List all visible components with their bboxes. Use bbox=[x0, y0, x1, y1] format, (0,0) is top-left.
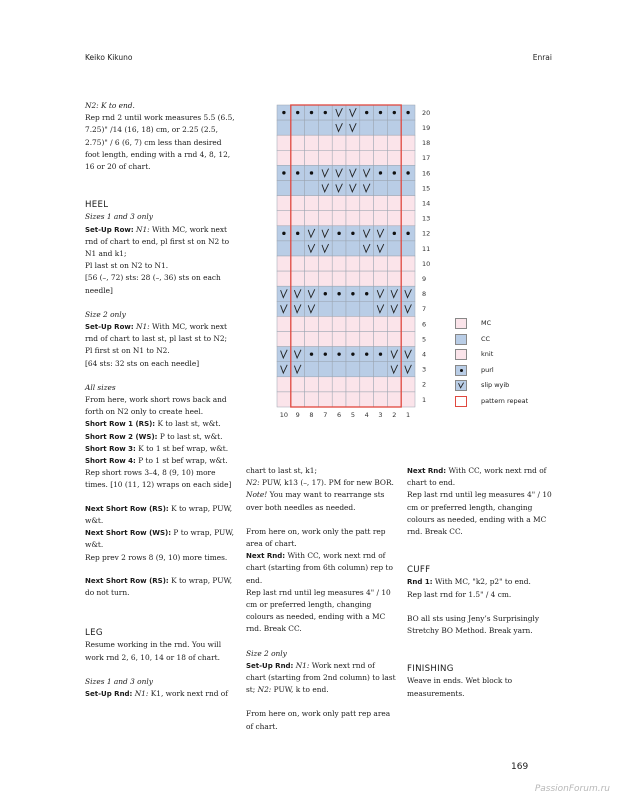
column-3 bbox=[407, 465, 557, 700]
purl-dot bbox=[351, 292, 354, 295]
pl-first-st: Pl first st on N1 to N2. bbox=[85, 346, 170, 356]
chart-cell bbox=[387, 347, 401, 362]
chart-cell bbox=[401, 120, 415, 135]
chart-cell bbox=[332, 135, 346, 150]
purl-dot bbox=[310, 171, 313, 174]
chart-cell bbox=[374, 392, 388, 407]
chart-cell bbox=[401, 301, 415, 316]
chart-cell bbox=[291, 120, 305, 135]
purl-dot bbox=[282, 111, 285, 114]
size-2-label: Size 2 only bbox=[85, 309, 126, 319]
cuff-rep: Rep last rnd for 1.5" / 4 cm. bbox=[407, 589, 512, 599]
purl-dot bbox=[379, 111, 382, 114]
chart-cell bbox=[318, 120, 332, 135]
chart-cell bbox=[291, 362, 305, 377]
chart-cell bbox=[305, 181, 319, 196]
chart-cell bbox=[318, 241, 332, 256]
legend-label: purl bbox=[481, 365, 494, 374]
chart-cell bbox=[305, 150, 319, 165]
chart-cell bbox=[360, 332, 374, 347]
row-number: 14 bbox=[422, 199, 431, 208]
chart-cell bbox=[305, 226, 319, 241]
chart-cell bbox=[374, 316, 388, 331]
chart-cell bbox=[387, 211, 401, 226]
chart-cell bbox=[346, 271, 360, 286]
column-number: 1 bbox=[406, 411, 411, 419]
sizes-1-3-label-leg: Sizes 1 and 3 only bbox=[85, 676, 153, 686]
column-number: 7 bbox=[323, 411, 328, 419]
purl-dot bbox=[365, 292, 368, 295]
patt-rep-only: From here on, work only the patt rep area of chart. bbox=[246, 526, 386, 549]
bind-off: BO all sts using Jeny’s Surprisingly Stretchy BO Method. Break yarn. bbox=[407, 613, 540, 636]
chart-cell bbox=[387, 362, 401, 377]
chart-cell bbox=[387, 392, 401, 407]
chart-cell bbox=[401, 256, 415, 271]
header-author: Keiko Kikuno bbox=[85, 53, 133, 62]
chart-cell bbox=[360, 316, 374, 331]
chart-cell bbox=[291, 271, 305, 286]
chart-cell bbox=[374, 286, 388, 301]
pl-last-st: Pl last st on N2 to N1. bbox=[85, 261, 169, 271]
chart-cell bbox=[318, 211, 332, 226]
chart-cell bbox=[305, 135, 319, 150]
legend-swatch-mc bbox=[455, 318, 467, 329]
row-number: 1 bbox=[422, 395, 427, 404]
page-number: 169 bbox=[511, 762, 529, 772]
chart-cell bbox=[387, 241, 401, 256]
chart-cell bbox=[291, 181, 305, 196]
chart-cell bbox=[318, 256, 332, 271]
chart-cell bbox=[291, 286, 305, 301]
chart-cell bbox=[374, 241, 388, 256]
chart-cell bbox=[277, 196, 291, 211]
column-number: 8 bbox=[309, 411, 314, 419]
setup-rnd-leg: Set-Up Rnd: N1: K1, work next rnd of bbox=[85, 688, 228, 698]
short-row-3: Short Row 3: K to 1 st bef wrap, w&t. bbox=[85, 443, 229, 453]
chart-cell bbox=[318, 271, 332, 286]
chart-cell bbox=[277, 211, 291, 226]
chart-cell bbox=[291, 392, 305, 407]
purl-dot bbox=[379, 352, 382, 355]
chart-cell bbox=[401, 150, 415, 165]
purl-dot bbox=[282, 171, 285, 174]
rep-prev-rows: Rep prev 2 rows 8 (9, 10) more times. bbox=[85, 552, 228, 562]
chart-cell bbox=[291, 316, 305, 331]
column-number: 6 bbox=[337, 411, 342, 419]
chart-cell bbox=[401, 332, 415, 347]
chart-cell bbox=[305, 332, 319, 347]
chart-cell bbox=[374, 135, 388, 150]
chart-cell bbox=[346, 135, 360, 150]
chart-cell bbox=[318, 150, 332, 165]
purl-dot bbox=[365, 352, 368, 355]
chart-cell bbox=[387, 271, 401, 286]
cuff-rnd-1: Rnd 1: With MC, "k2, p2" to end. bbox=[407, 577, 531, 587]
chart-cell bbox=[332, 196, 346, 211]
chart-cell bbox=[318, 135, 332, 150]
legend-swatch-slip bbox=[455, 380, 467, 391]
short-row-1: Short Row 1 (RS): K to last st, w&t. bbox=[85, 419, 221, 429]
chart-cell bbox=[360, 301, 374, 316]
chart-cell bbox=[360, 362, 374, 377]
rep-rnd-2: Rep rnd 2 until work measures 5.5 (6.5, 7.25)" /14 (16, 18) cm, or 2.25 (2.5, 2.75)" / 6 (6, 7) cm less than desired foot length, ending with a rnd 4, 8, 12, 16 or 20 of chart. bbox=[85, 113, 235, 172]
chart-cell bbox=[374, 181, 388, 196]
chart-cell bbox=[374, 196, 388, 211]
purl-dot bbox=[296, 171, 299, 174]
size-2-label-leg: Size 2 only bbox=[246, 648, 287, 658]
sizes-1-3-label: Sizes 1 and 3 only bbox=[85, 212, 153, 222]
slip-check-icon bbox=[455, 380, 467, 391]
row-number: 6 bbox=[422, 320, 427, 329]
finishing-text: Weave in ends. Wet block to measurements. bbox=[407, 676, 513, 698]
chart-cell bbox=[291, 150, 305, 165]
chart-cell bbox=[401, 316, 415, 331]
chart-cell bbox=[277, 120, 291, 135]
chart-cell bbox=[305, 377, 319, 392]
row-number: 18 bbox=[422, 139, 431, 148]
chart-cell bbox=[346, 316, 360, 331]
row-number: 4 bbox=[422, 350, 427, 359]
chart-cell bbox=[401, 181, 415, 196]
chart-cell bbox=[318, 332, 332, 347]
chart-cell bbox=[387, 256, 401, 271]
chart-cell bbox=[305, 256, 319, 271]
short-row-2: Short Row 2 (WS): P to last st, w&t. bbox=[85, 431, 223, 441]
chart-cell bbox=[305, 301, 319, 316]
column-number: 2 bbox=[392, 411, 397, 419]
chart-cell bbox=[346, 105, 360, 120]
row-number: 5 bbox=[422, 335, 427, 344]
chart-cell bbox=[374, 271, 388, 286]
chart-cell bbox=[318, 316, 332, 331]
chart-cell bbox=[291, 301, 305, 316]
sts-count-1: [56 (–, 72) sts: 28 (–, 36) sts on each needle] bbox=[85, 273, 221, 295]
column-2 bbox=[246, 465, 396, 733]
row-number: 19 bbox=[422, 123, 431, 132]
chart-cell bbox=[277, 241, 291, 256]
purl-dot bbox=[406, 232, 409, 235]
column-number: 5 bbox=[350, 411, 355, 419]
chart-cell bbox=[360, 271, 374, 286]
rep-last-rnd-leg: Rep last rnd until leg measures 4" / 10 cm or preferred length, changing colours as needed, ending with a MC rnd. Break CC. bbox=[246, 587, 391, 634]
chart-cell bbox=[401, 392, 415, 407]
chart-cell bbox=[360, 392, 374, 407]
chart-cell bbox=[387, 286, 401, 301]
purl-dot bbox=[282, 232, 285, 235]
setup-row-1: Set-Up Row: N1: With MC, work next rnd of chart to end, pl first st on N2 to N1 and k1; bbox=[85, 224, 230, 259]
chart-cell bbox=[374, 150, 388, 165]
row-number: 17 bbox=[422, 154, 431, 163]
chart-cell bbox=[401, 241, 415, 256]
chart-cell bbox=[387, 196, 401, 211]
chart-cell bbox=[401, 271, 415, 286]
legend-label: pattern repeat bbox=[481, 396, 529, 405]
chart-cell bbox=[332, 165, 346, 180]
next-short-row-rs: Next Short Row (RS): K to wrap, PUW, w&t. bbox=[85, 503, 233, 525]
chart-cell bbox=[360, 211, 374, 226]
chart-cell bbox=[332, 316, 346, 331]
chart-cell bbox=[346, 181, 360, 196]
row-number: 16 bbox=[422, 169, 431, 178]
chart-cell bbox=[360, 226, 374, 241]
chart-cell bbox=[387, 377, 401, 392]
chart-cell bbox=[401, 211, 415, 226]
sts-count-2: [64 sts: 32 sts on each needle] bbox=[85, 358, 200, 368]
cuff-heading: CUFF bbox=[407, 565, 431, 576]
row-number: 12 bbox=[422, 229, 431, 238]
chart-cell bbox=[332, 332, 346, 347]
chart-cell bbox=[318, 392, 332, 407]
chart-cell bbox=[360, 165, 374, 180]
chart-cell bbox=[318, 301, 332, 316]
next-short-row-rs-final: Next Short Row (RS): K to wrap, PUW, do not turn. bbox=[85, 575, 233, 597]
column-number: 9 bbox=[295, 411, 300, 419]
heel-heading: HEEL bbox=[85, 200, 109, 211]
chart-cell bbox=[332, 256, 346, 271]
purl-dot bbox=[296, 111, 299, 114]
row-number: 9 bbox=[422, 274, 427, 283]
all-sizes-label: All sizes bbox=[85, 382, 116, 392]
chart-cell bbox=[305, 120, 319, 135]
next-short-row-ws: Next Short Row (WS): P to wrap, PUW, w&t. bbox=[85, 528, 234, 550]
rep-short-rows: Rep short rows 3–4, 8 (9, 10) more times. [10 (11, 12) wraps on each side] bbox=[85, 468, 232, 490]
purl-dot bbox=[324, 352, 327, 355]
chart-cell bbox=[305, 316, 319, 331]
purl-dot bbox=[379, 171, 382, 174]
chart-cell bbox=[318, 165, 332, 180]
short-rows-intro: From here, work short rows back and forth on N2 only to create heel. bbox=[85, 395, 227, 417]
chart-cell bbox=[387, 120, 401, 135]
chart-cell bbox=[332, 181, 346, 196]
purl-dot bbox=[406, 111, 409, 114]
chart-cell bbox=[277, 135, 291, 150]
chart-cell bbox=[305, 286, 319, 301]
chart-cell bbox=[346, 241, 360, 256]
chart-cell bbox=[277, 286, 291, 301]
chart-cell bbox=[305, 241, 319, 256]
chart-cell bbox=[374, 332, 388, 347]
chart-cell bbox=[346, 211, 360, 226]
chart-cell bbox=[374, 362, 388, 377]
legend-swatch-cc bbox=[455, 334, 467, 345]
chart-cell bbox=[387, 301, 401, 316]
legend-swatch-repeat bbox=[455, 396, 467, 407]
chart-cell bbox=[346, 150, 360, 165]
chart-cell bbox=[374, 377, 388, 392]
purl-dot bbox=[324, 292, 327, 295]
row-number: 8 bbox=[422, 290, 427, 299]
chart-cell bbox=[318, 196, 332, 211]
chart-cell bbox=[277, 332, 291, 347]
chart-cell bbox=[332, 211, 346, 226]
chart-cell bbox=[360, 181, 374, 196]
legend-label: knit bbox=[481, 350, 494, 358]
row-number: 13 bbox=[422, 214, 431, 223]
chart-cell bbox=[291, 211, 305, 226]
chart-cell bbox=[360, 196, 374, 211]
legend-swatch-knit bbox=[455, 349, 467, 360]
chart-cell bbox=[291, 241, 305, 256]
purl-dot bbox=[393, 232, 396, 235]
legend-label: slip wyib bbox=[481, 381, 510, 389]
column-number: 3 bbox=[378, 411, 383, 419]
chart-cell bbox=[360, 256, 374, 271]
chart-cell bbox=[332, 105, 346, 120]
next-rnd-cc-2: Next Rnd: With CC, work next rnd of chart to end. bbox=[407, 466, 547, 488]
chart-cell bbox=[305, 196, 319, 211]
row-number: 20 bbox=[422, 108, 431, 117]
n2-line: N2: K to end. bbox=[85, 101, 135, 110]
chart-cell bbox=[360, 150, 374, 165]
chart-cell bbox=[277, 150, 291, 165]
chart-cell bbox=[291, 332, 305, 347]
chart-cell bbox=[305, 271, 319, 286]
chart-cell bbox=[318, 226, 332, 241]
chart-cell bbox=[346, 196, 360, 211]
chart-cell bbox=[318, 362, 332, 377]
setup-rnd-size-2: Set-Up Rnd: N1: Work next rnd of chart (starting from 2nd column) to last st; N2: PUW, k to end. bbox=[246, 660, 396, 695]
watermark: PassionForum.ru bbox=[534, 784, 610, 794]
chart-cell bbox=[360, 377, 374, 392]
chart-cell bbox=[291, 377, 305, 392]
chart-cell bbox=[277, 301, 291, 316]
row-number: 3 bbox=[422, 365, 427, 374]
chart-cell bbox=[277, 347, 291, 362]
chart-cell bbox=[332, 377, 346, 392]
purl-dot bbox=[351, 352, 354, 355]
note: Note! You may want to rearrange sts over both needles as needed. bbox=[246, 490, 385, 512]
finishing-heading: FINISHING bbox=[407, 664, 454, 675]
chart-cell bbox=[318, 181, 332, 196]
purl-dot bbox=[310, 111, 313, 114]
chart-cell bbox=[374, 256, 388, 271]
chart-cell bbox=[291, 135, 305, 150]
column-number: 10 bbox=[279, 411, 289, 419]
chart-cell bbox=[346, 392, 360, 407]
legend-label: CC bbox=[481, 334, 491, 343]
purl-dot bbox=[324, 111, 327, 114]
chart-cell bbox=[346, 120, 360, 135]
chart-cell bbox=[277, 377, 291, 392]
purl-dot bbox=[406, 171, 409, 174]
chart-cell bbox=[291, 347, 305, 362]
chart-to-last-st: chart to last st, k1; bbox=[246, 466, 317, 475]
row-number: 11 bbox=[422, 244, 431, 253]
n2-puw-line: N2: PUW, k13 (–, 17). PM for new BOR. bbox=[246, 478, 394, 488]
row-number: 2 bbox=[422, 380, 427, 389]
row-number: 7 bbox=[422, 305, 427, 314]
short-row-4: Short Row 4: P to 1 st bef wrap, w&t. bbox=[85, 456, 228, 466]
chart-cell bbox=[346, 362, 360, 377]
next-rnd-cc: Next Rnd: With CC, work next rnd of chart (starting from 6th column) rep to end. bbox=[246, 551, 393, 585]
chart-cell bbox=[387, 181, 401, 196]
chart-cell bbox=[387, 150, 401, 165]
chart-cell bbox=[360, 241, 374, 256]
patt-rep-only-2: From here on, work only patt rep area of chart. bbox=[246, 709, 391, 731]
chart-cell bbox=[387, 135, 401, 150]
chart-cell bbox=[374, 211, 388, 226]
knitting-chart bbox=[270, 101, 440, 423]
chart-cell bbox=[346, 332, 360, 347]
chart-cell bbox=[291, 256, 305, 271]
chart-cell bbox=[277, 256, 291, 271]
setup-row-2: Set-Up Row: N1: With MC, work next rnd of chart to last st, pl last st to N2; bbox=[85, 322, 228, 344]
leg-intro: Resume working in the rnd. You will work rnd 2, 6, 10, 14 or 18 of chart. bbox=[85, 640, 222, 662]
purl-dot bbox=[351, 232, 354, 235]
chart-cell bbox=[360, 135, 374, 150]
chart-cell bbox=[374, 301, 388, 316]
chart-cell bbox=[360, 120, 374, 135]
purl-dot bbox=[393, 111, 396, 114]
purl-dot bbox=[365, 111, 368, 114]
rep-last-rnd-2: Rep last rnd until leg measures 4" / 10 cm or preferred length, changing colours as needed, ending with a MC rnd. Break CC. bbox=[407, 490, 552, 537]
legend-swatch-purl bbox=[455, 365, 467, 376]
purl-dot bbox=[337, 352, 340, 355]
purl-dot bbox=[296, 232, 299, 235]
chart-cell bbox=[332, 362, 346, 377]
purl-dot bbox=[337, 232, 340, 235]
purl-dot-icon bbox=[460, 369, 463, 372]
chart-cell bbox=[291, 196, 305, 211]
leg-heading: LEG bbox=[85, 628, 103, 639]
column-1 bbox=[85, 100, 235, 700]
chart-cell bbox=[374, 226, 388, 241]
chart-cell bbox=[346, 301, 360, 316]
chart-cell bbox=[305, 362, 319, 377]
chart-cell bbox=[332, 301, 346, 316]
legend-label: MC bbox=[481, 319, 492, 327]
chart-cell bbox=[346, 165, 360, 180]
chart-cell bbox=[401, 196, 415, 211]
purl-dot bbox=[337, 292, 340, 295]
chart-cell bbox=[332, 271, 346, 286]
chart-cell bbox=[332, 150, 346, 165]
row-number: 10 bbox=[422, 259, 431, 268]
chart-cell bbox=[332, 392, 346, 407]
purl-dot bbox=[393, 171, 396, 174]
chart-cell bbox=[401, 377, 415, 392]
chart-cell bbox=[346, 256, 360, 271]
chart-cell bbox=[346, 377, 360, 392]
chart-cell bbox=[277, 181, 291, 196]
chart-cell bbox=[305, 392, 319, 407]
chart-cell bbox=[277, 316, 291, 331]
chart-cell bbox=[277, 392, 291, 407]
chart-cell bbox=[332, 120, 346, 135]
chart-cell bbox=[277, 271, 291, 286]
chart-cell bbox=[401, 362, 415, 377]
chart-cell bbox=[305, 211, 319, 226]
chart-cell bbox=[387, 332, 401, 347]
row-number: 15 bbox=[422, 184, 431, 193]
chart-cell bbox=[332, 241, 346, 256]
chart-cell bbox=[401, 286, 415, 301]
purl-dot bbox=[310, 352, 313, 355]
chart-cell bbox=[277, 362, 291, 377]
chart-cell bbox=[374, 120, 388, 135]
header-title: Enrai bbox=[532, 53, 552, 62]
chart-cell bbox=[401, 347, 415, 362]
chart-cell bbox=[387, 316, 401, 331]
chart-cell bbox=[318, 377, 332, 392]
column-number: 4 bbox=[364, 411, 369, 419]
chart-cell bbox=[401, 135, 415, 150]
